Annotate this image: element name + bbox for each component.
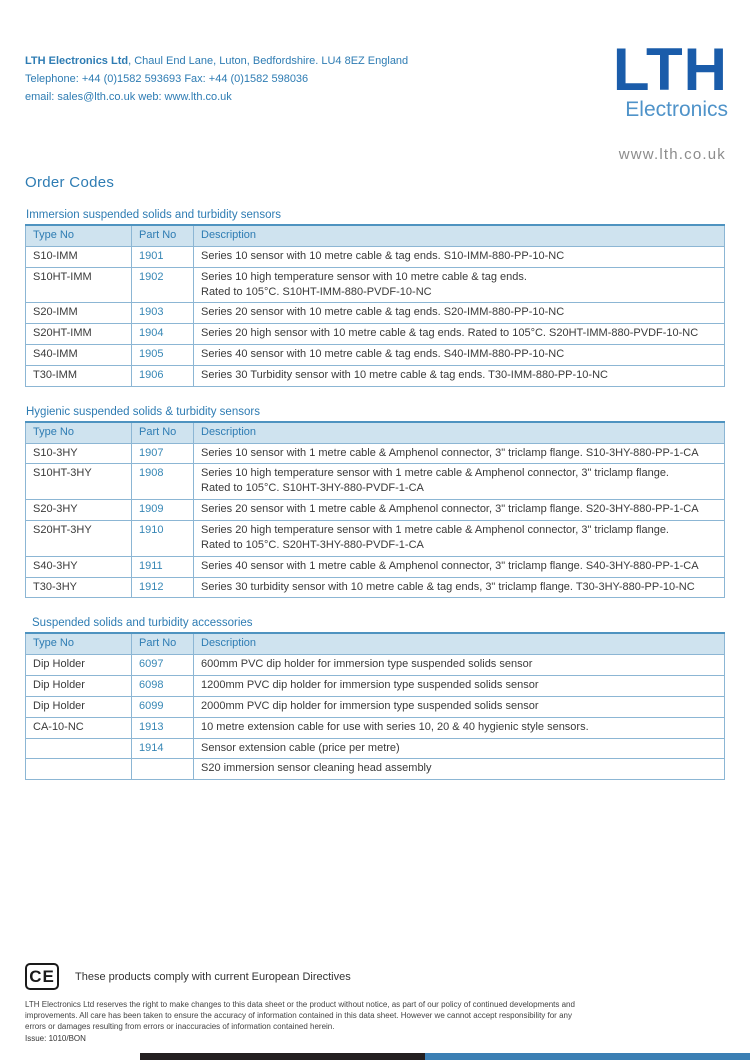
- type-no-cell: S40-3HY: [26, 556, 132, 577]
- order-table-hygienic: [25, 421, 725, 599]
- type-no-cell: [26, 759, 132, 780]
- order-table-accessories: [25, 632, 725, 780]
- part-no-cell: 6098: [132, 676, 194, 697]
- part-no-cell: 6097: [132, 655, 194, 676]
- part-no-cell: 6099: [132, 696, 194, 717]
- column-header: Part No: [132, 225, 194, 246]
- description-cell: Series 10 high temperature sensor with 10 metre cable & tag ends. Rated to 105°C. S10HT-IMM-880-PVDF-10-NC: [194, 267, 725, 303]
- company-logo: [612, 36, 728, 122]
- order-codes-tables: [25, 209, 725, 799]
- description-cell: Series 40 sensor with 1 metre cable & Amphenol connector, 3" triclamp flange. S40-3HY-880-PP-1-CA: [194, 556, 725, 577]
- type-no-cell: S10-IMM: [26, 246, 132, 267]
- part-no-cell: 1901: [132, 246, 194, 267]
- type-no-cell: Dip Holder: [26, 655, 132, 676]
- type-no-cell: T30-3HY: [26, 577, 132, 598]
- table-header-row: [26, 422, 725, 443]
- phone-fax-line: Telephone: +44 (0)1582 593693 Fax: +44 (0)1582 598036: [25, 73, 309, 86]
- table-row: [26, 267, 725, 303]
- part-no-cell: 1902: [132, 267, 194, 303]
- website-url: www.lth.co.uk: [618, 146, 726, 163]
- part-no-cell: [132, 759, 194, 780]
- page-title: Order Codes: [25, 174, 115, 191]
- description-cell: Series 30 Turbidity sensor with 10 metre cable & tag ends. T30-IMM-880-PP-10-NC: [194, 365, 725, 386]
- type-no-cell: Dip Holder: [26, 696, 132, 717]
- description-cell: Series 20 high sensor with 10 metre cable & tag ends. Rated to 105°C. S20HT-IMM-880-PVDF-10-NC: [194, 324, 725, 345]
- section-title: Immersion suspended solids and turbidity sensors: [26, 209, 282, 221]
- table-row: [26, 443, 725, 464]
- column-header: Description: [194, 422, 725, 443]
- description-cell: S20 immersion sensor cleaning head assembly: [194, 759, 725, 780]
- description-cell: Series 20 high temperature sensor with 1 metre cable & Amphenol connector, 3" triclamp flange. Rated to 105°C. S20HT-3HY-880-PVDF-1-CA: [194, 520, 725, 556]
- description-cell: Series 20 sensor with 10 metre cable & tag ends. S20-IMM-880-PP-10-NC: [194, 303, 725, 324]
- ce-compliance-row: [25, 963, 351, 990]
- address-rest: , Chaul End Lane, Luton, Bedfordshire. LU4 8EZ England: [128, 55, 409, 67]
- part-no-cell: 1905: [132, 345, 194, 366]
- part-no-cell: 1904: [132, 324, 194, 345]
- table-row: [26, 500, 725, 521]
- table-row: [26, 696, 725, 717]
- type-no-cell: S40-IMM: [26, 345, 132, 366]
- description-cell: Series 40 sensor with 10 metre cable & tag ends. S40-IMM-880-PP-10-NC: [194, 345, 725, 366]
- order-table-immersion: [25, 224, 725, 387]
- footer-bar-dark: [140, 1053, 425, 1060]
- column-header: Description: [194, 633, 725, 654]
- column-header: Part No: [132, 422, 194, 443]
- part-no-cell: 1910: [132, 520, 194, 556]
- email-web-line: email: sales@lth.co.uk web: www.lth.co.uk: [25, 91, 232, 104]
- description-cell: 10 metre extension cable for use with series 10, 20 & 40 hygienic style sensors.: [194, 717, 725, 738]
- column-header: Description: [194, 225, 725, 246]
- table-header-row: [26, 633, 725, 654]
- table-section-hygienic: [25, 406, 725, 599]
- table-row: [26, 345, 725, 366]
- table-header-row: [26, 225, 725, 246]
- type-no-cell: T30-IMM: [26, 365, 132, 386]
- legal-disclaimer: LTH Electronics Ltd reserves the right to make changes to this data sheet or the product without notice, as part of our policy of continued developments and improvements. All care has been taken to ensure the accuracy of information contained in this data sheet. However we cannot accept responsibility for any errors or damages resulting from errors or inaccuracies of information contained herein.: [25, 1000, 575, 1031]
- table-row: [26, 246, 725, 267]
- part-no-cell: 1912: [132, 577, 194, 598]
- part-no-cell: 1913: [132, 717, 194, 738]
- type-no-cell: Dip Holder: [26, 676, 132, 697]
- column-header: Type No: [26, 633, 132, 654]
- part-no-cell: 1903: [132, 303, 194, 324]
- table-row: [26, 324, 725, 345]
- table-row: [26, 577, 725, 598]
- description-cell: Series 10 sensor with 10 metre cable & tag ends. S10-IMM-880-PP-10-NC: [194, 246, 725, 267]
- table-row: [26, 717, 725, 738]
- part-no-cell: 1911: [132, 556, 194, 577]
- company-name: LTH Electronics Ltd: [25, 55, 129, 67]
- column-header: Part No: [132, 633, 194, 654]
- part-no-cell: 1907: [132, 443, 194, 464]
- part-no-cell: 1909: [132, 500, 194, 521]
- part-no-cell: 1906: [132, 365, 194, 386]
- logo-subtitle: Electronics: [625, 98, 728, 121]
- type-no-cell: S10HT-3HY: [26, 464, 132, 500]
- table-section-immersion: [25, 209, 725, 387]
- table-section-accessories: [25, 617, 725, 780]
- type-no-cell: S20HT-3HY: [26, 520, 132, 556]
- issue-number: Issue: 1010/BON: [25, 1034, 86, 1043]
- ce-mark-icon: CE: [25, 963, 59, 990]
- type-no-cell: S20HT-IMM: [26, 324, 132, 345]
- table-row: [26, 556, 725, 577]
- table-row: [26, 655, 725, 676]
- description-cell: 2000mm PVC dip holder for immersion type suspended solids sensor: [194, 696, 725, 717]
- table-row: [26, 759, 725, 780]
- description-cell: Series 10 sensor with 1 metre cable & Amphenol connector, 3" triclamp flange. S10-3HY-880-PP-1-CA: [194, 443, 725, 464]
- column-header: Type No: [26, 225, 132, 246]
- type-no-cell: S20-3HY: [26, 500, 132, 521]
- type-no-cell: S10-3HY: [26, 443, 132, 464]
- footer-bar-blue: [425, 1053, 750, 1060]
- description-cell: Series 20 sensor with 1 metre cable & Amphenol connector, 3" triclamp flange. S20-3HY-880-PP-1-CA: [194, 500, 725, 521]
- description-cell: 1200mm PVC dip holder for immersion type suspended solids sensor: [194, 676, 725, 697]
- address-line: [25, 52, 408, 70]
- description-cell: Series 30 turbidity sensor with 10 metre cable & tag ends, 3" triclamp flange. T30-3HY-880-PP-10-NC: [194, 577, 725, 598]
- section-title: Suspended solids and turbidity accessories: [32, 617, 253, 630]
- table-row: [26, 365, 725, 386]
- description-cell: 600mm PVC dip holder for immersion type suspended solids sensor: [194, 655, 725, 676]
- table-row: [26, 303, 725, 324]
- table-row: [26, 738, 725, 759]
- description-cell: Sensor extension cable (price per metre): [194, 738, 725, 759]
- table-row: [26, 676, 725, 697]
- type-no-cell: S10HT-IMM: [26, 267, 132, 303]
- type-no-cell: S20-IMM: [26, 303, 132, 324]
- description-cell: Series 10 high temperature sensor with 1 metre cable & Amphenol connector, 3" triclamp flange. Rated to 105°C. S10HT-3HY-880-PVDF-1-CA: [194, 464, 725, 500]
- part-no-cell: 1908: [132, 464, 194, 500]
- contact-block: [25, 52, 408, 106]
- section-title: Hygienic suspended solids & turbidity sensors: [26, 405, 260, 418]
- type-no-cell: [26, 738, 132, 759]
- column-header: Type No: [26, 422, 132, 443]
- table-row: [26, 520, 725, 556]
- compliance-statement: These products comply with current European Directives: [75, 970, 351, 983]
- table-row: [26, 464, 725, 500]
- type-no-cell: CA-10-NC: [26, 717, 132, 738]
- part-no-cell: 1914: [132, 738, 194, 759]
- logo-wordmark: LTH: [612, 36, 728, 103]
